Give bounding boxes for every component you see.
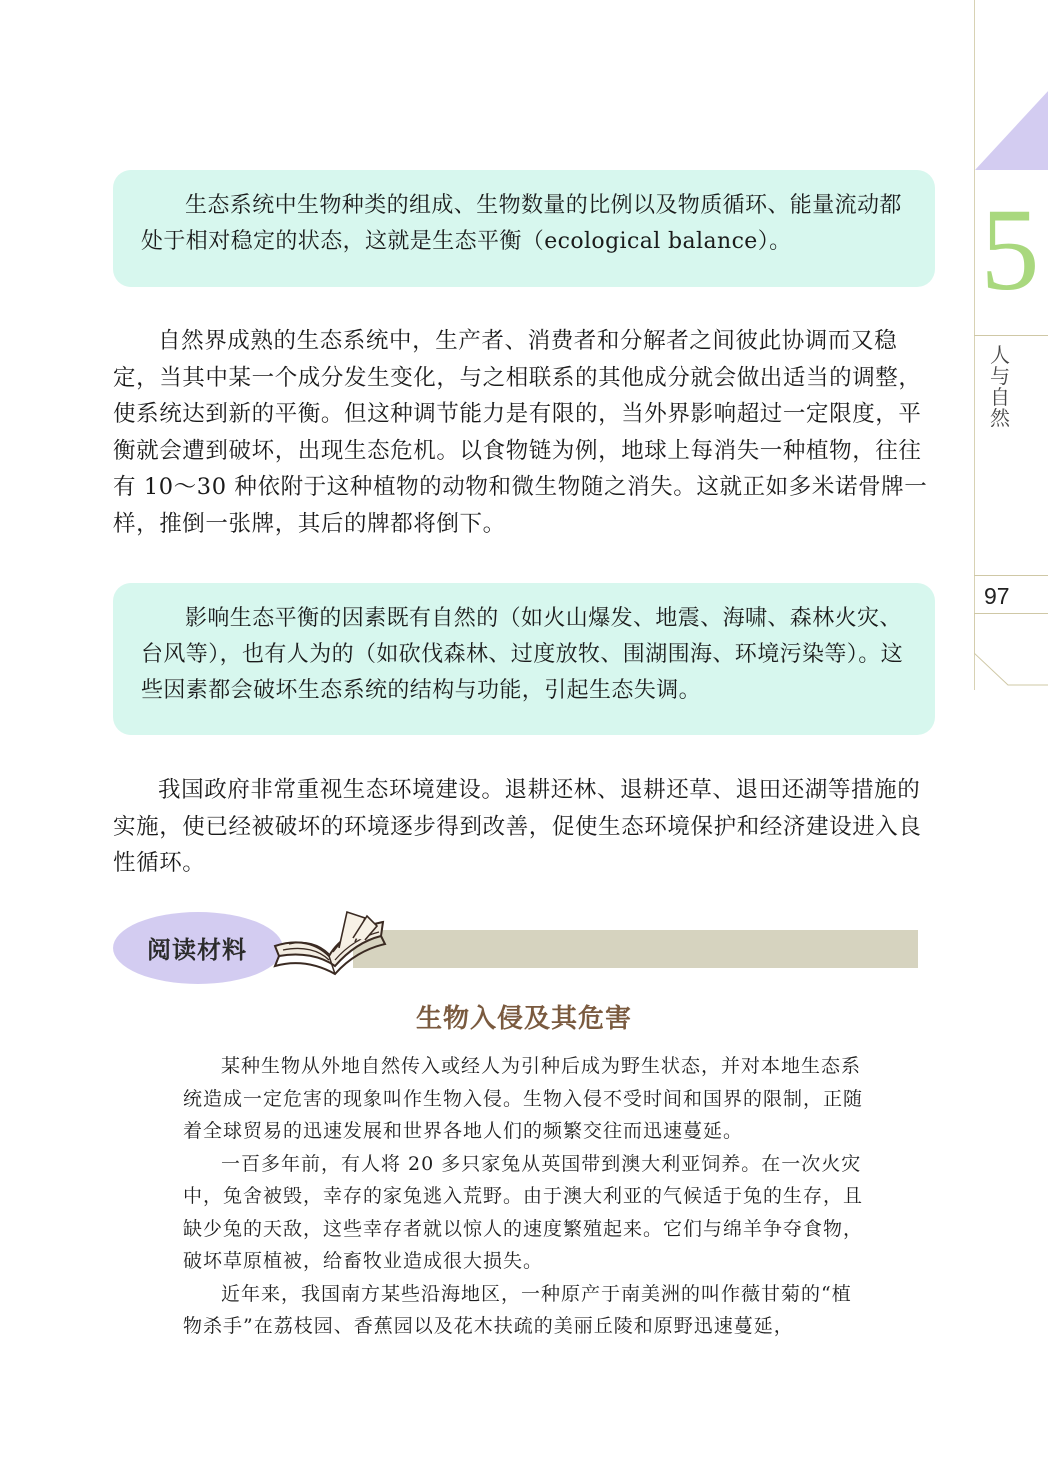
- article-paragraph: 一百多年前，有人将 20 多只家兔从英国带到澳大利亚饲养。在一次火灾中，兔舍被毁，幸存的家兔逃入荒野。由于澳大利亚的气候适于兔的生存，且缺少兔的天敌，这些幸存者就以惊人的速度繁殖起来。它们与绵羊争夺食物，破坏草原植被，给畜牧业造成很大损失。: [183, 1152, 864, 1272]
- definition-callout: [113, 170, 935, 287]
- banner-bar: [353, 930, 918, 968]
- page-number: 97: [984, 583, 1010, 609]
- divider: [974, 575, 1048, 576]
- divider: [974, 335, 1048, 336]
- reading-material-banner: [113, 908, 918, 988]
- article-paragraph: 某种生物从外地自然传入或经人为引种后成为野生状态，并对本地生态系统造成一定危害的现象叫作生物入侵。生物入侵不受时间和国界的限制，正随着全球贸易的迅速发展和世界各地人们的频繁交往而迅速蔓延。: [183, 1055, 864, 1142]
- reading-material-label: 阅读材料: [147, 936, 247, 964]
- tab-corner: [974, 613, 1048, 693]
- paragraph-text: 自然界成熟的生态系统中，生产者、消费者和分解者之间彼此协调而又稳定，当其中某一个成分发生变化，与之相联系的其他成分就会做出适当的调整，使系统达到新的平衡。但这种调节能力是有限的，当外界影响超过一定限度，平衡就会遭到破坏，出现生态危机。以食物链为例，地球上每消失一种植物，往往有 10～30 种依附于这种植物的动物和微生物随之消失。这就正如多米诺骨牌一样，推倒一张牌，其后的牌都将倒下。: [113, 328, 928, 537]
- callout-text: 影响生态平衡的因素既有自然的（如火山爆发、地震、海啸、森林火灾、台风等），也有人为的（如砍伐森林、过度放牧、围湖围海、环境污染等）。这些因素都会破坏生态系统的结构与功能，引起生态失调。: [141, 606, 904, 703]
- article-title: 生物入侵及其危害: [415, 1004, 632, 1034]
- body-paragraph: [113, 772, 938, 882]
- article-body: [183, 1050, 869, 1343]
- article-paragraph: 近年来，我国南方某些沿海地区，一种原产于南美洲的叫作薇甘菊的“植物杀手”在荔枝园、香蕉园以及花木扶疏的美丽丘陵和原野迅速蔓延，: [183, 1282, 852, 1337]
- body-paragraph: [113, 323, 938, 542]
- factors-callout: [113, 583, 935, 735]
- open-book-icon: [269, 908, 387, 978]
- chapter-accent-triangle: [975, 90, 1048, 170]
- chapter-number: 5: [980, 184, 1040, 315]
- chapter-title: 人与自然: [990, 343, 1010, 430]
- callout-text: 生态系统中生物种类的组成、生物数量的比例以及物质循环、能量流动都处于相对稳定的状态，这就是生态平衡（ecological balance）。: [141, 193, 902, 254]
- paragraph-text: 我国政府非常重视生态环境建设。退耕还林、退耕还草、退田还湖等措施的实施，使已经被破坏的环境逐步得到改善，促使生态环境保护和经济建设进入良性循环。: [113, 777, 922, 876]
